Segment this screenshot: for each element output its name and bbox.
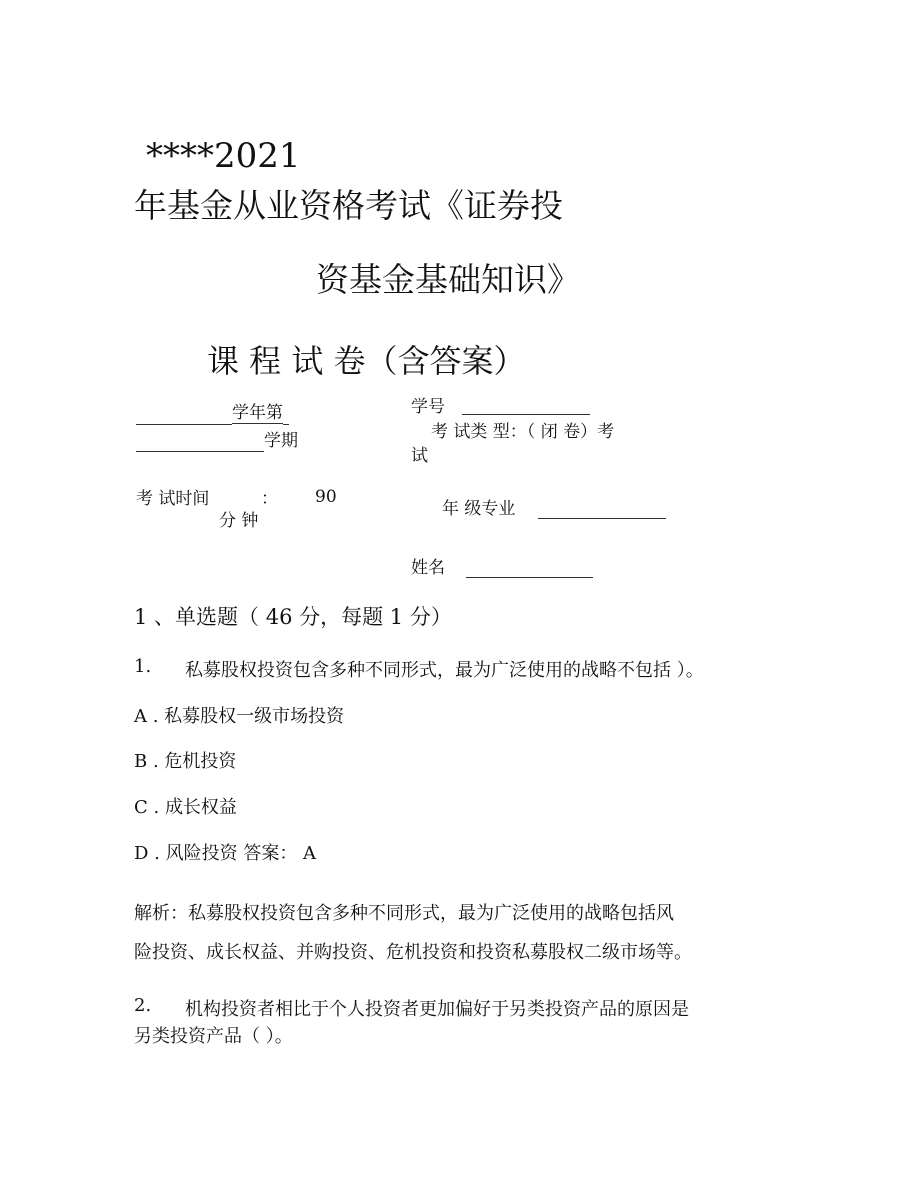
student-id-label: 学号 [411, 397, 445, 417]
question-1-option-d-answer: D . 风险投资 答案： A [134, 843, 317, 864]
name-label: 姓名 [411, 558, 445, 578]
title-line-1: ****2021 [146, 136, 301, 176]
academic-year-suffix: 学年第 [232, 403, 283, 423]
name-blank [466, 559, 593, 578]
term-suffix: 学期 [264, 431, 298, 451]
question-1-analysis-line-1: 解析：私募股权投资包含多种不同形式，最为广泛使用的战略包括风 [134, 903, 674, 924]
question-2-number: 2. [134, 995, 152, 1016]
term-field [136, 430, 298, 452]
title-line-3: 资基金基础知识》 [316, 260, 580, 299]
section-heading: 1 、单选题（ 46 分，每题 1 分） [134, 605, 452, 629]
exam-type-tail: 试 [411, 446, 428, 466]
question-2-text-line-1: 机构投资者相比于个人投资者更加偏好于另类投资产品的原因是 [185, 999, 689, 1020]
title-line-2: 年基金从业资格考试《证券投 [134, 186, 563, 225]
exam-time-value: 90 [315, 487, 337, 507]
question-1-text: 私募股权投资包含多种不同形式，最为广泛使用的战略不包括 ）。 [185, 660, 704, 681]
academic-year-field [136, 402, 289, 425]
question-1-option-b: B . 危机投资 [134, 751, 237, 772]
grade-major-label: 年 级专业 [442, 499, 516, 519]
student-id-blank [462, 396, 590, 415]
question-2-text-line-2: 另类投资产品（ ）。 [134, 1026, 293, 1047]
academic-year-blank [136, 406, 232, 425]
question-1-number: 1. [134, 656, 152, 677]
term-blank [136, 433, 264, 452]
grade-major-blank [538, 500, 666, 519]
exam-type-label: 考 试类 型：（ 闭 卷）考 [431, 422, 615, 442]
exam-time-label: 考 试时间 [136, 489, 210, 509]
question-1-analysis-line-2: 险投资、成长权益、并购投资、危机投资和投资私募股权二级市场等。 [134, 942, 692, 963]
exam-time-unit: 分 钟 [219, 511, 259, 531]
exam-time-colon: ： [261, 489, 278, 509]
question-1-option-c: C . 成长权益 [134, 797, 237, 818]
question-1-option-a: A . 私募股权一级市场投资 [134, 706, 345, 727]
title-line-4: 课 程 试 卷（含答案） [207, 342, 526, 380]
